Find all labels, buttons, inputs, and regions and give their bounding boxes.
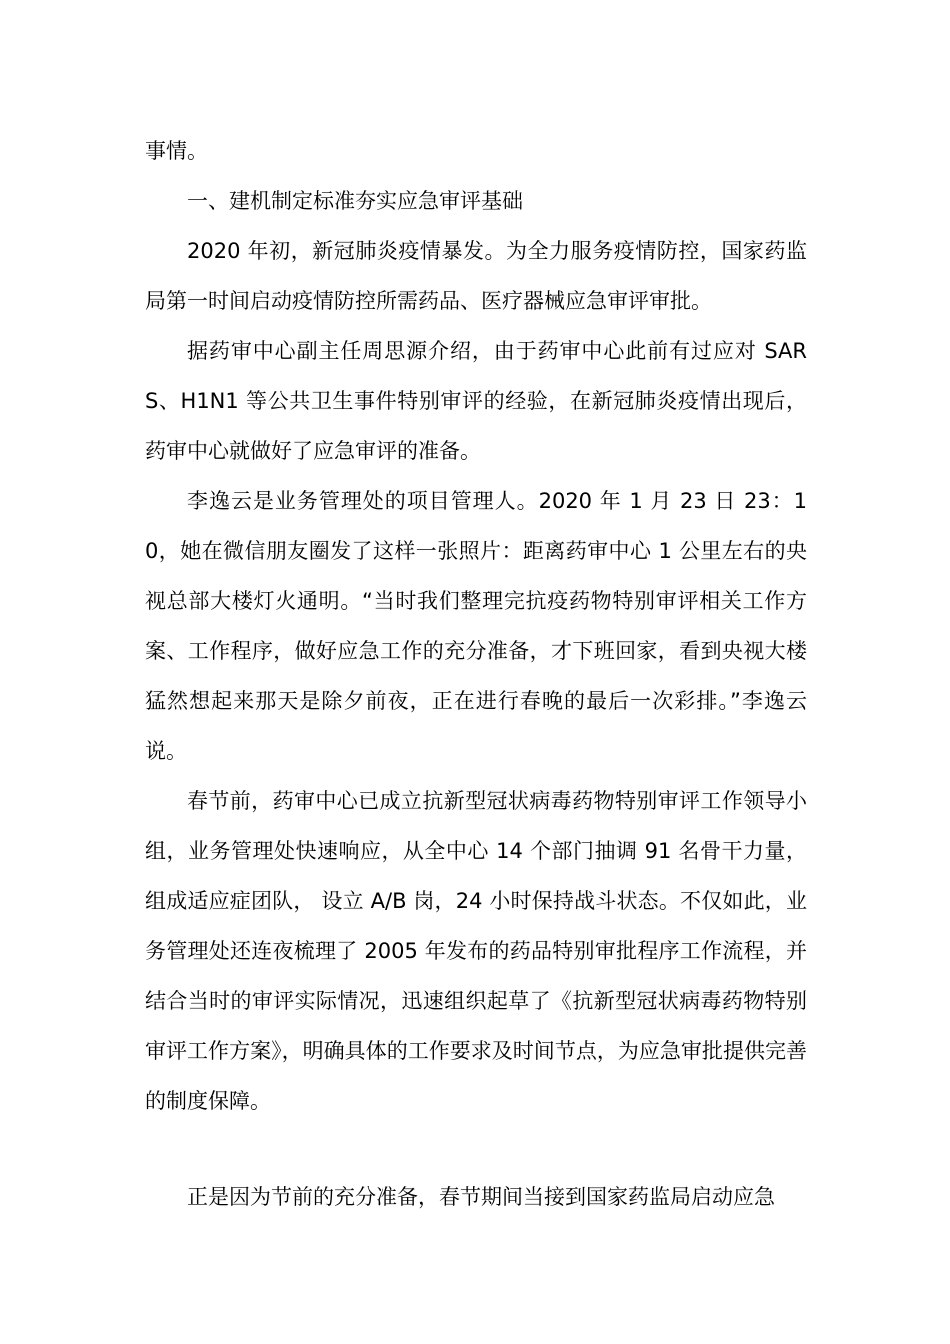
paragraph-spring-festival: 春节前，药审中心已成立抗新型冠状病毒药物特别审评工作领导小组，业务管理处快速响应，从全中心 14 个部门抽调 91 名骨干力量，组成适应症团队， 设立 A/B 岗，24 小时保持战斗状态。不仅如此，业务管理处还连夜梳理了 2005 年发布的药品特别审批程序工作流程，并结合当时的审评实际情况，迅速组织起草了《抗新型冠状病毒药物特别审评工作方案》，明确具体的工作要求及时间节点，为应急审批提供完善的制度保障。: [145, 789, 807, 1113]
paragraph-preparation: 正是因为节前的充分准备，春节期间当接到国家药监局启动应急: [187, 1185, 775, 1209]
paragraph-li-yiyun: 李逸云是业务管理处的项目管理人。2020 年 1 月 23 日 23：10，她在微信朋友圈发了这样一张照片：距离药审中心 1 公里左右的央视总部大楼灯火通明。“当时我们整理完抗疫药物特别审评相关工作方案、工作程序，做好应急工作的充分准备，才下班回家，看到央视大楼猛然想起来那天是除夕前夜，正在进行春晚的最后一次彩排。”李逸云说。: [145, 489, 807, 763]
section-heading: 一、建机制定标准夯实应急审评基础: [187, 189, 523, 213]
paragraph-outbreak: 2020 年初，新冠肺炎疫情暴发。为全力服务疫情防控，国家药监局第一时间启动疫情防控所需药品、医疗器械应急审评审批。: [145, 239, 807, 313]
paragraph-continuation: 事情。: [145, 139, 208, 163]
paragraph-zhou-siyuan: 据药审中心副主任周思源介绍，由于药审中心此前有过应对 SARS、H1N1 等公共卫生事件特别审评的经验，在新冠肺炎疫情出现后，药审中心就做好了应急审评的准备。: [145, 339, 807, 463]
